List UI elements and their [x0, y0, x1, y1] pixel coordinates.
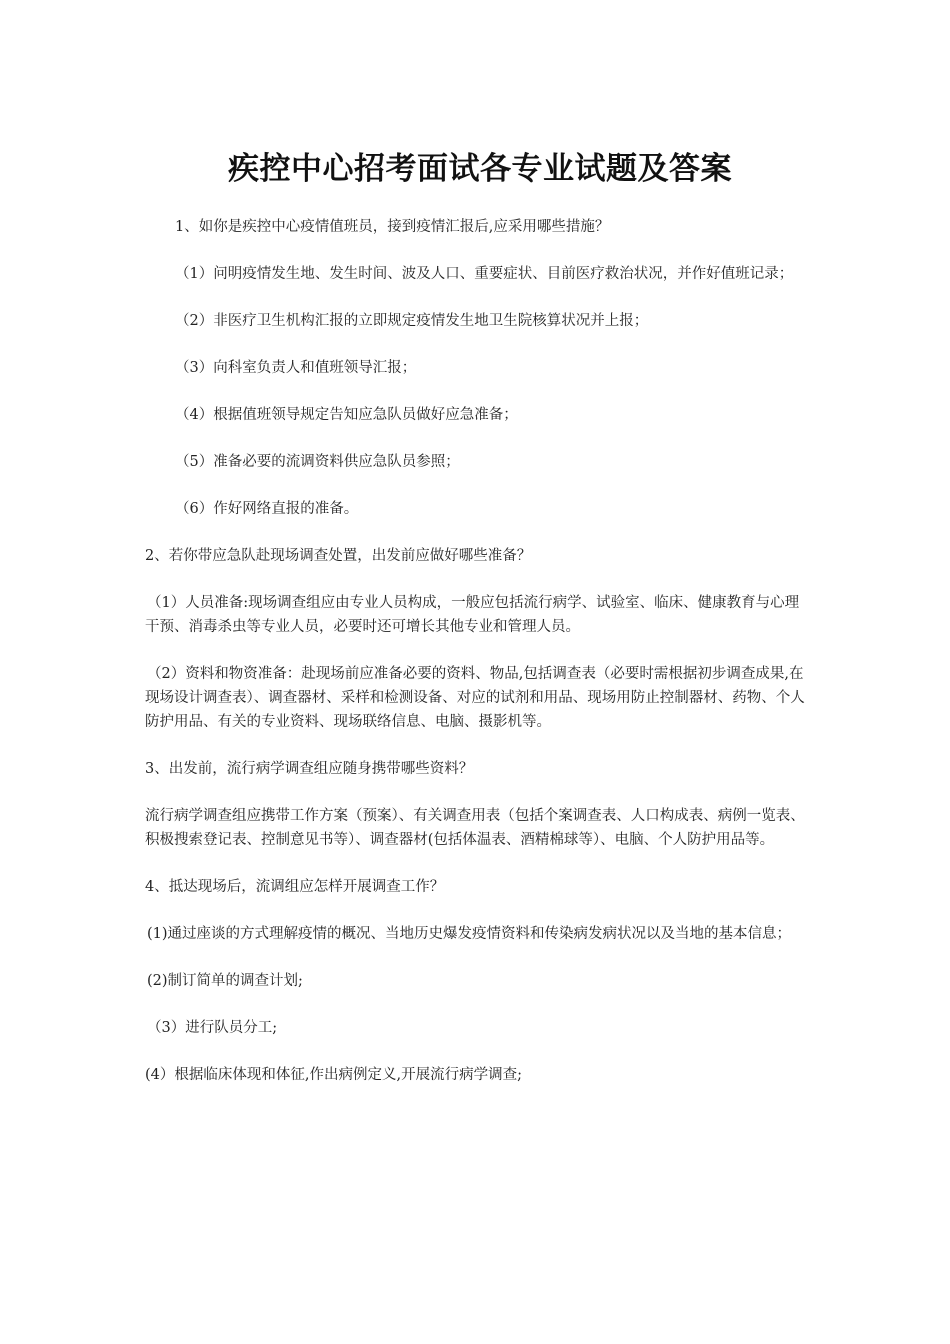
answer-1-item-5: （5）准备必要的流调资料供应急队员参照；: [175, 454, 460, 470]
answer-4-item-3: （3）进行队员分工;: [147, 1020, 278, 1036]
answer-4-item-1: (1)通过座谈的方式理解疫情的概况、当地历史爆发疫情资料和传染病发病状况以及当地的基本信息；: [147, 926, 792, 942]
answer-1-item-4: （4）根据值班领导规定告知应急队员做好应急准备；: [175, 407, 518, 423]
answer-4-item-2: (2)制订简单的调查计划;: [147, 973, 303, 989]
question-1: 1、如你是疾控中心疫情值班员，接到疫情汇报后,应采用哪些措施？: [175, 219, 610, 235]
answer-1-item-6: （6）作好网络直报的准备。: [175, 501, 359, 517]
answer-4-item-4: (4）根据临床体现和体征,作出病例定义,开展流行病学调查;: [145, 1067, 522, 1083]
answer-3: 流行病学调查组应携带工作方案（预案）、有关调查用表（包括个案调查表、人口构成表、病例一览表、积极搜索登记表、控制意见书等）、调查器材(包括体温表、酒精棉球等）、电脑、个人防护用品等。: [145, 808, 805, 848]
answer-1-item-1: （1）问明疫情发生地、发生时间、波及人口、重要症状、目前医疗救治状况，并作好值班记录；: [175, 266, 794, 282]
question-4: 4、抵达现场后，流调组应怎样开展调查工作？: [145, 879, 445, 895]
question-2: 2、若你带应急队赴现场调查处置，出发前应做好哪些准备？: [145, 548, 532, 564]
answer-1-item-2: （2）非医疗卫生机构汇报的立即规定疫情发生地卫生院核算状况并上报；: [175, 313, 649, 329]
answer-2-item-1: （1）人员准备:现场调查组应由专业人员构成，一般应包括流行病学、试验室、临床、健康教育与心理干预、消毒杀虫等专业人员，必要时还可增长其他专业和管理人员。: [145, 595, 800, 635]
answer-2-item-2: （2）资料和物资准备：赴现场前应准备必要的资料、物品,包括调查表（必要时需根据初步调查成果,在现场设计调查表）、调查器材、采样和检测设备、对应的试剂和用品、现场用防止控制器材、药物、个人防护用品、有关的专业资料、现场联络信息、电脑、摄影机等。: [145, 666, 805, 730]
document-title: 疾控中心招考面试各专业试题及答案: [228, 151, 732, 187]
question-3: 3、出发前，流行病学调查组应随身携带哪些资料？: [145, 761, 474, 777]
document-body: [145, 215, 810, 1110]
answer-1-item-3: （3）向科室负责人和值班领导汇报；: [175, 360, 417, 376]
